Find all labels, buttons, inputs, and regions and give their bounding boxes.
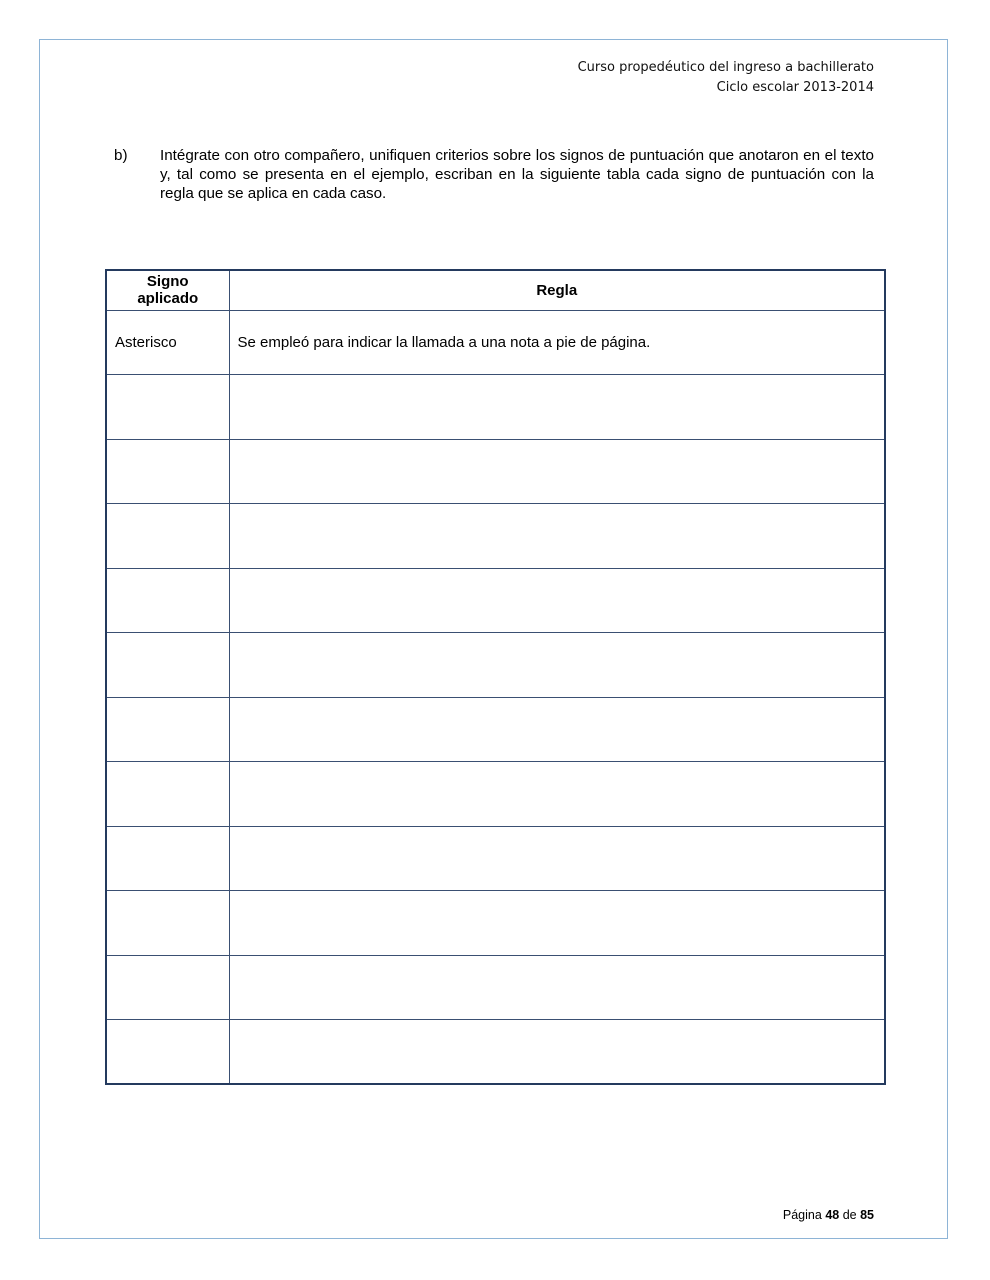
signo-cell[interactable] xyxy=(106,633,229,698)
instruction-text: Intégrate con otro compañero, unifiquen criterios sobre los signos de puntuación que anotaron en el texto y, tal como se presenta en el ejemplo, escriban en la siguiente tabla cada signo de puntuación con la regla que se aplica en cada caso. xyxy=(160,147,874,202)
regla-cell[interactable] xyxy=(229,955,885,1020)
table-row xyxy=(106,568,885,633)
signo-cell[interactable] xyxy=(106,1020,229,1085)
regla-cell[interactable] xyxy=(229,1020,885,1085)
punctuation-rules-table xyxy=(105,269,886,1085)
regla-cell[interactable] xyxy=(229,762,885,827)
column-header-regla: Regla xyxy=(229,270,885,310)
table-row xyxy=(106,762,885,827)
table-row xyxy=(106,375,885,440)
regla-cell[interactable] xyxy=(229,504,885,569)
table-row xyxy=(106,310,885,375)
signo-cell[interactable] xyxy=(106,826,229,891)
signo-cell[interactable] xyxy=(106,568,229,633)
instruction-marker: b) xyxy=(114,147,128,164)
signo-cell[interactable] xyxy=(106,375,229,440)
instruction-item xyxy=(114,146,874,203)
regla-cell[interactable]: Se empleó para indicar la llamada a una nota a pie de página. xyxy=(229,310,885,375)
regla-cell[interactable] xyxy=(229,633,885,698)
regla-cell[interactable] xyxy=(229,826,885,891)
of-label: de xyxy=(842,1208,857,1222)
regla-cell[interactable] xyxy=(229,375,885,440)
table-row xyxy=(106,633,885,698)
signo-cell[interactable] xyxy=(106,504,229,569)
page-number: 48 xyxy=(825,1208,840,1222)
page-header xyxy=(578,58,874,98)
signo-cell[interactable] xyxy=(106,439,229,504)
regla-cell[interactable] xyxy=(229,439,885,504)
table-row xyxy=(106,439,885,504)
regla-cell[interactable] xyxy=(229,697,885,762)
total-pages: 85 xyxy=(860,1208,874,1222)
signo-cell[interactable] xyxy=(106,762,229,827)
signo-cell[interactable] xyxy=(106,891,229,956)
header-school-year: Ciclo escolar 2013-2014 xyxy=(716,80,874,95)
page-label: Página xyxy=(782,1208,822,1222)
regla-cell[interactable] xyxy=(229,891,885,956)
page-footer xyxy=(783,1208,874,1222)
column-header-signo: Signo aplicado xyxy=(106,270,229,310)
table-row xyxy=(106,891,885,956)
table-header-row xyxy=(106,270,885,310)
signo-cell[interactable] xyxy=(106,955,229,1020)
table-row xyxy=(106,504,885,569)
table-row xyxy=(106,697,885,762)
table-row xyxy=(106,826,885,891)
signo-cell[interactable] xyxy=(106,697,229,762)
table-row xyxy=(106,1020,885,1085)
table-row xyxy=(106,955,885,1020)
header-course-title: Curso propedéutico del ingreso a bachillerato xyxy=(577,60,874,75)
signo-cell[interactable]: Asterisco xyxy=(106,310,229,375)
regla-cell[interactable] xyxy=(229,568,885,633)
